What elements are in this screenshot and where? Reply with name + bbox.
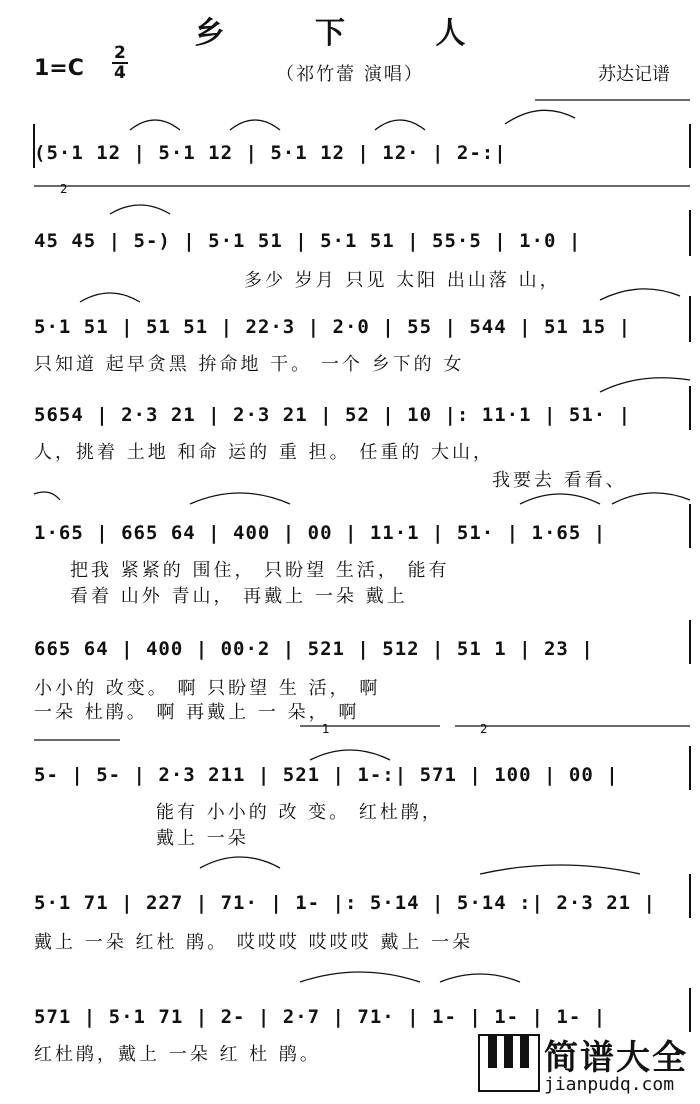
- notes-row-3: 5·1 51 | 51 51 | 22·3 | 2·0 | 55 | 544 | 51 15 |: [34, 316, 632, 338]
- lyrics-row-2: 多少 岁月 只见 太阳 出山落 山，: [244, 270, 561, 291]
- notes-row-8: 5·1 71 | 227 | 71· | 1- |: 5·14 | 5·14 :| 2·3 21 |: [34, 892, 656, 914]
- lyrics-row-9: 红杜鹃，戴上 一朵 红 杜 鹃。: [34, 1044, 321, 1065]
- lyrics-row-4-verse2: 我要去 看看、: [492, 470, 627, 491]
- volta-first: 1: [322, 722, 330, 736]
- lyrics-row-6: 小小的 改变。 啊 只盼望 生 活， 啊: [34, 678, 381, 699]
- volta-second: 2: [480, 722, 488, 736]
- singer-credit: （祁竹蕾 演唱）: [276, 64, 424, 85]
- time-signature-top: 2: [114, 43, 126, 63]
- watermark-url: jianpudq.com: [544, 1074, 675, 1095]
- transcriber-credit: 苏达记谱: [598, 64, 670, 85]
- volta-mark: 2: [60, 182, 68, 196]
- lyrics-row-3: 只知道 起早贪黑 拚命地 干。 一个 乡下的 女: [34, 354, 465, 375]
- lyrics-row-7: 能有 小小的 改 变。 红杜鹃，: [156, 802, 443, 823]
- notes-row-1: (5·1 12 | 5·1 12 | 5·1 12 | 12· | 2-:|: [34, 142, 507, 164]
- lyrics-row-5-verse2: 看着 山外 青山， 再戴上 一朵 戴上: [70, 586, 408, 607]
- notes-row-5: 1·65 | 665 64 | 400 | 00 | 11·1 | 51· | 1·65 |: [34, 522, 607, 544]
- key-signature: 1=C: [34, 56, 84, 81]
- notes-row-9: 571 | 5·1 71 | 2- | 2·7 | 71· | 1- | 1- | 1- |: [34, 1006, 607, 1028]
- time-signature-bottom: 4: [114, 63, 126, 83]
- lyrics-row-7-verse2: 戴上 一朵: [156, 828, 249, 849]
- lyrics-row-6-verse2: 一朵 杜鹃。 啊 再戴上 一 朵， 啊: [34, 702, 360, 723]
- lyrics-row-5: 把我 紧紧的 围住， 只盼望 生活， 能有: [70, 560, 450, 581]
- watermark-title: 简谱大全: [544, 1038, 688, 1078]
- notes-row-4: 5654 | 2·3 21 | 2·3 21 | 52 | 10 |: 11·1 | 51· |: [34, 404, 632, 426]
- notes-row-7: 5- | 5- | 2·3 211 | 521 | 1-:| 571 | 100 | 00 |: [34, 764, 619, 786]
- page-title: 乡 下 人: [194, 16, 506, 51]
- piano-logo-icon: [478, 1034, 540, 1092]
- lyrics-row-4: 人，挑着 土地 和命 运的 重 担。 任重的 大山，: [34, 442, 495, 463]
- lyrics-row-8: 戴上 一朵 红杜 鹃。 哎哎哎 哎哎哎 戴上 一朵: [34, 932, 474, 953]
- notes-row-2: 45 45 | 5-) | 5·1 51 | 5·1 51 | 55·5 | 1·0 |: [34, 230, 582, 252]
- notes-row-6: 665 64 | 400 | 00·2 | 521 | 512 | 51 1 | 23 |: [34, 638, 594, 660]
